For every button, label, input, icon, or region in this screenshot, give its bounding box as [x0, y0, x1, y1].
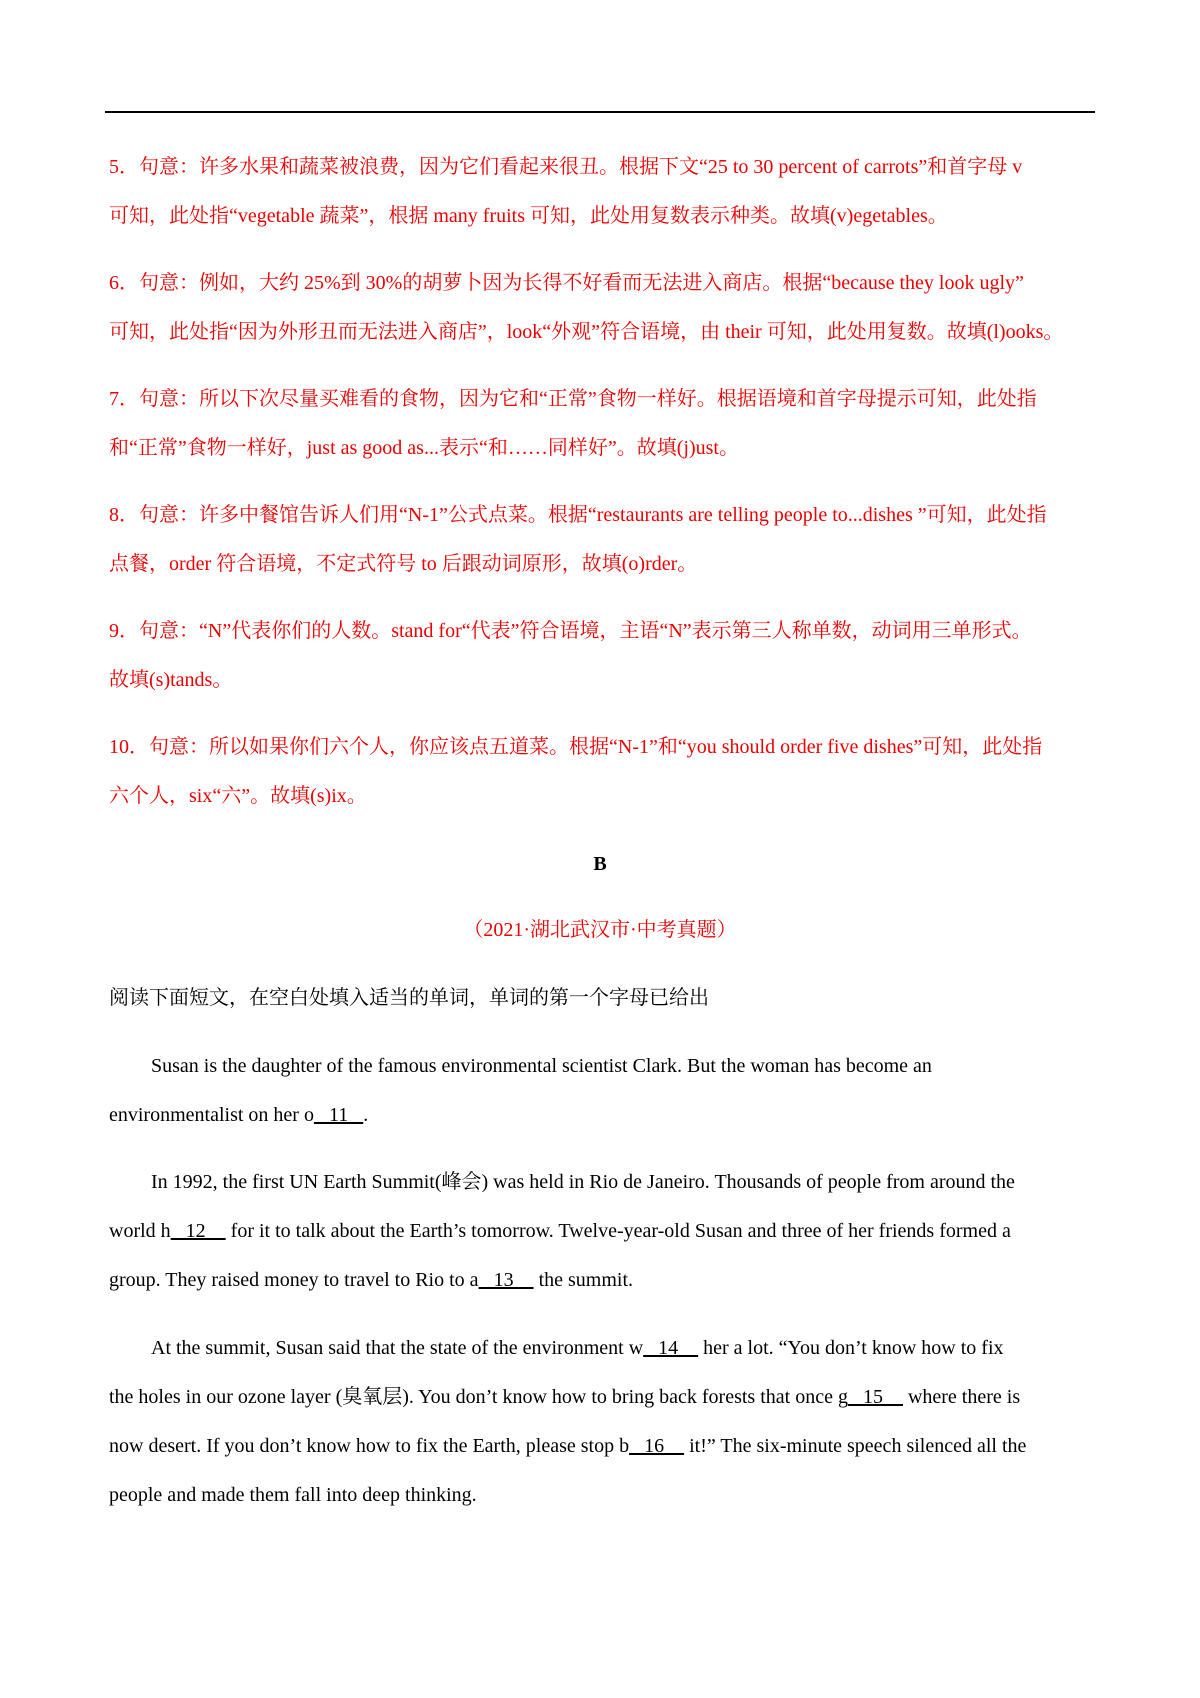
explanation-9: 9．句意：“N”代表你们的人数。stand for“代表”符合语境，主语“N”表示第三人称单数，动词用三单形式。 故填(s)tands。 — [109, 620, 1032, 691]
passage-paragraph-1: Susan is the daughter of the famous environmental scientist Clark. But the woman has become an environmentalist on her o 11 . — [109, 1055, 932, 1126]
explanation-10: 10．句意：所以如果你们六个人，你应该点五道菜。根据“N-1”和“you should order five dishes”可知，此处指 六个人，six“六”。故填(s)ix。 — [109, 736, 1043, 807]
header-rule — [105, 111, 1095, 113]
explanation-5: 5．句意：许多水果和蔬菜被浪费，因为它们看起来很丑。根据下文“25 to 30 percent of carrots”和首字母 v 可知，此处指“vegetable 蔬菜”，根据 many fruits 可知，此处用复数表示种类。故填(v)egetables。 — [109, 156, 1023, 227]
blank-14: 14 — [643, 1337, 699, 1359]
section-source: （2021·湖北武汉市·中考真题） — [463, 919, 737, 941]
blank-12: 12 — [170, 1220, 226, 1242]
explanation-6: 6．句意：例如，大约 25%到 30%的胡萝卜因为长得不好看而无法进入商店。根据“because they look ugly” 可知，此处指“因为外形丑而无法进入商店”，look“外观”符合语境，由 their 可知，此处用复数。故填(l)ooks。 — [109, 272, 1064, 343]
section-instruction: 阅读下面短文，在空白处填入适当的单词，单词的第一个字母已给出 — [109, 987, 709, 1009]
blank-11: 11 — [313, 1104, 364, 1126]
blank-15: 15 — [847, 1386, 903, 1408]
blank-13: 13 — [478, 1269, 534, 1291]
passage-paragraph-2: In 1992, the first UN Earth Summit(峰会) was held in Rio de Janeiro. Thousands of people from around the world h 12 for it to talk about the Earth’s tomorrow. Twelve-year-old Susan and three of her friends formed a group. They raised money to travel to Rio to a 13 the summit. — [109, 1171, 1015, 1291]
explanation-8: 8．句意：许多中餐馆告诉人们用“N-1”公式点菜。根据“restaurants are telling people to...dishes ”可知，此处指 点餐，order 符合语境，不定式符号 to 后跟动词原形，故填(o)rder。 — [109, 504, 1047, 575]
blank-16: 16 — [629, 1435, 685, 1457]
explanation-7: 7．句意：所以下次尽量买难看的食物，因为它和“正常”食物一样好。根据语境和首字母提示可知，此处指 和“正常”食物一样好，just as good as...表示“和……同样好”。故填(j)ust。 — [109, 388, 1037, 459]
passage-paragraph-3: At the summit, Susan said that the state of the environment w 14 her a lot. “You don’t know how to fix the holes in our ozone layer (臭氧层). You don’t know how to bring back forests that once g 15 where there is now desert. If you don’t know how to fix the Earth, please stop b 16 it!” The six-minute speech silenced all the people and made them fall into deep thinking. — [109, 1337, 1027, 1506]
section-letter: B — [593, 853, 607, 875]
